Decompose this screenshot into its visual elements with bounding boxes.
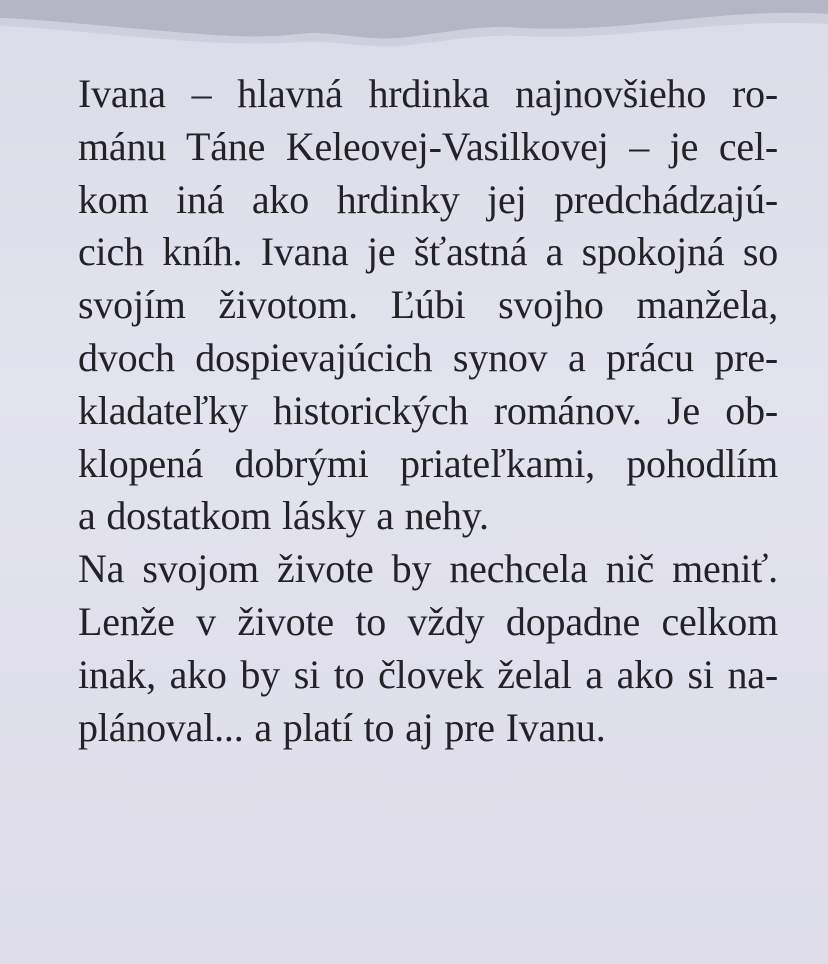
text-line-3: kom iná ako hrdinky jej predchádzajú- <box>78 176 778 222</box>
text-line-12: inak, ako by si to človek želal a ako si na- <box>78 651 778 697</box>
text-line-6: dvoch dospievajúcich synov a prácu pre- <box>78 334 778 380</box>
text-line-8: klopená dobrými priateľkami, pohodlím <box>78 440 778 486</box>
blurb-text <box>78 68 778 754</box>
text-line-9: a dostatkom lásky a nehy. <box>78 493 489 539</box>
page-top-shadow <box>0 0 828 70</box>
text-line-10: Na svojom živote by nechcela nič meniť. <box>78 546 778 592</box>
text-line-2: mánu Táne Keleovej-Vasilkovej – je cel- <box>78 123 778 169</box>
text-line-4: cich kníh. Ivana je šťastná a spokojná so <box>78 229 778 275</box>
text-line-5: svojím životom. Ľúbi svojho manžela, <box>78 282 778 328</box>
text-line-13: plánoval... a platí to aj pre Ivanu. <box>78 704 606 750</box>
text-line-11: Lenže v živote to vždy dopadne celkom <box>78 598 778 644</box>
text-line-7: kladateľky historických románov. Je ob- <box>78 387 778 433</box>
text-line-1: Ivana – hlavná hrdinka najnovšieho ro- <box>78 71 778 116</box>
